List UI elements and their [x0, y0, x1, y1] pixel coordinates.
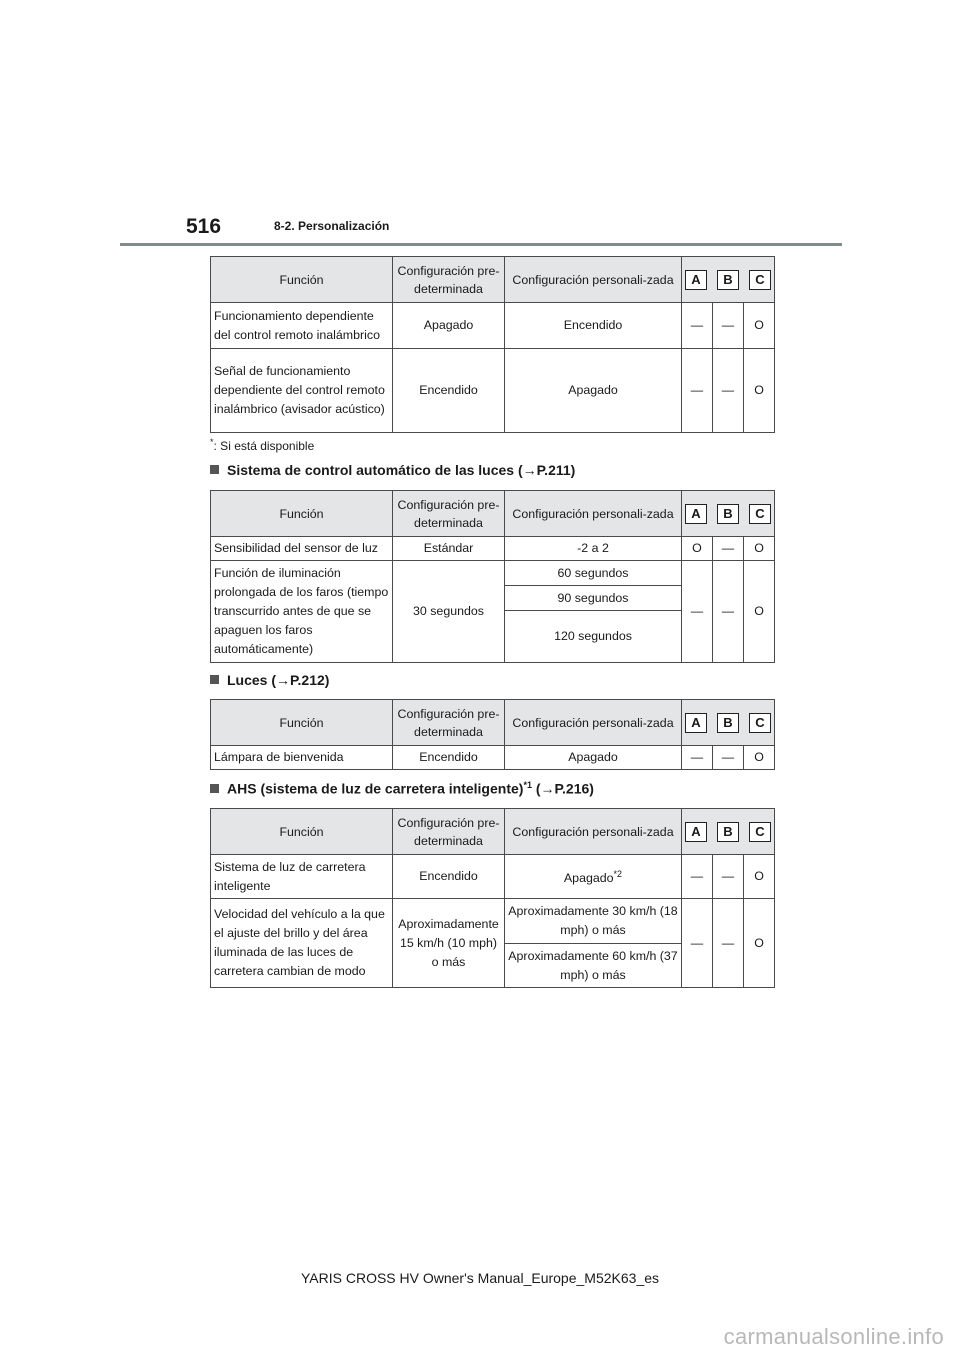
cell-c: O	[744, 537, 775, 561]
cell-b: —	[713, 349, 744, 433]
cell-b: —	[713, 746, 744, 770]
header-funcion: Función	[211, 257, 393, 303]
heading-ref: (→P.216)	[531, 780, 594, 797]
box-b-icon: B	[717, 504, 739, 524]
table-row	[211, 855, 775, 899]
table-remote-control	[210, 256, 775, 433]
header-personal: Configuración personali-zada	[505, 491, 682, 537]
cell-default: Encendido	[393, 855, 505, 899]
cell-funcion: Función de iluminación prolongada de los faros (tiempo transcurrido antes de que se apaguen los faros automáticamente)	[211, 561, 393, 663]
header-funcion: Función	[211, 809, 393, 855]
box-a-icon: A	[685, 713, 707, 733]
cell-default: Apagado	[393, 303, 505, 349]
square-bullet-icon	[210, 465, 219, 474]
cell-c: O	[744, 303, 775, 349]
square-bullet-icon	[210, 675, 219, 684]
cell-c: O	[744, 899, 775, 988]
cell-personal: -2 a 2	[505, 537, 682, 561]
cell-a: —	[682, 303, 713, 349]
cell-funcion: Señal de funcionamiento dependiente del control remoto inalámbrico (avisador acústico)	[211, 349, 393, 433]
cell-personal: Encendido	[505, 303, 682, 349]
header-default: Configuración pre-determinada	[393, 700, 505, 746]
footer-manual-title: YARIS CROSS HV Owner's Manual_Europe_M52K63_es	[300, 1270, 660, 1286]
cell-a: —	[682, 746, 713, 770]
header-abc	[682, 809, 775, 855]
cell-c: O	[744, 746, 775, 770]
box-a-icon: A	[685, 504, 707, 524]
table-row	[211, 746, 775, 770]
cell-b: —	[713, 899, 744, 988]
header-default: Configuración pre-determinada	[393, 257, 505, 303]
cell-b: —	[713, 561, 744, 663]
table-row	[211, 537, 775, 561]
table-header-row	[211, 491, 775, 537]
cell-personal-option: 120 segundos	[505, 611, 682, 663]
cell-default: Encendido	[393, 349, 505, 433]
cell-c: O	[744, 855, 775, 899]
footnote-mark: *	[210, 437, 214, 447]
cell-b: —	[713, 537, 744, 561]
cell-c: O	[744, 349, 775, 433]
cell-personal	[505, 855, 682, 899]
cell-personal-option: Aproximadamente 30 km/h (18 mph) o más	[505, 899, 682, 944]
cell-b: —	[713, 855, 744, 899]
cell-personal-option: 60 segundos	[505, 561, 682, 586]
box-a-icon: A	[685, 822, 707, 842]
cell-funcion: Sistema de luz de carretera inteligente	[211, 855, 393, 899]
table-automatic-lights	[210, 490, 775, 663]
header-abc	[682, 700, 775, 746]
footnote-text: : Si está disponible	[213, 439, 315, 453]
header-funcion: Función	[211, 491, 393, 537]
cell-personal-text: Apagado	[563, 871, 614, 886]
box-b-icon: B	[717, 270, 739, 290]
table-header-row	[211, 257, 775, 303]
header-personal: Configuración personali-zada	[505, 257, 682, 303]
heading-ahs	[210, 780, 594, 797]
cell-c: O	[744, 561, 775, 663]
header-personal: Configuración personali-zada	[505, 809, 682, 855]
cell-footnote-mark: *2	[613, 868, 623, 879]
section-label: 8-2. Personalización	[274, 219, 390, 233]
heading-luces	[210, 672, 329, 688]
header-default: Configuración pre-determinada	[393, 809, 505, 855]
table-header-row	[211, 700, 775, 746]
heading-automatic-lights	[210, 462, 575, 478]
table-row	[211, 899, 775, 944]
box-a-icon: A	[685, 270, 707, 290]
cell-a: —	[682, 899, 713, 988]
box-b-icon: B	[717, 713, 739, 733]
cell-funcion: Funcionamiento dependiente del control remoto inalámbrico	[211, 303, 393, 349]
table-ahs	[210, 808, 775, 988]
page-number: 516	[186, 215, 222, 238]
cell-funcion: Lámpara de bienvenida	[211, 746, 393, 770]
watermark: carmanualsonline.info	[723, 1324, 944, 1349]
header-personal: Configuración personali-zada	[505, 700, 682, 746]
header-default: Configuración pre-determinada	[393, 491, 505, 537]
heading-footnote-mark: *1	[523, 780, 532, 790]
table-row	[211, 561, 775, 586]
cell-default: Aproximadamente 15 km/h (10 mph) o más	[393, 899, 505, 988]
header-funcion: Función	[211, 700, 393, 746]
box-c-icon: C	[749, 504, 771, 524]
cell-default: Encendido	[393, 746, 505, 770]
header-rule	[120, 243, 842, 246]
footnote	[210, 437, 314, 453]
heading-text: Luces (→P.212)	[227, 672, 330, 688]
table-luces	[210, 699, 775, 770]
table-row	[211, 349, 775, 433]
box-c-icon: C	[749, 822, 771, 842]
square-bullet-icon	[210, 784, 219, 793]
box-c-icon: C	[749, 713, 771, 733]
cell-personal-option: 90 segundos	[505, 586, 682, 611]
heading-text: Sistema de control automático de las luces (→P.211)	[227, 462, 576, 478]
cell-personal-option: Aproximadamente 60 km/h (37 mph) o más	[505, 944, 682, 988]
box-c-icon: C	[749, 270, 771, 290]
heading-text: AHS (sistema de luz de carretera inteligente)	[227, 780, 524, 797]
table-row	[211, 303, 775, 349]
cell-funcion: Sensibilidad del sensor de luz	[211, 537, 393, 561]
cell-personal: Apagado	[505, 349, 682, 433]
cell-funcion: Velocidad del vehículo a la que el ajuste del brillo y del área iluminada de las luces de carretera cambian de modo	[211, 899, 393, 988]
header-abc	[682, 257, 775, 303]
table-header-row	[211, 809, 775, 855]
cell-default: Estándar	[393, 537, 505, 561]
cell-a: —	[682, 855, 713, 899]
box-b-icon: B	[717, 822, 739, 842]
cell-personal: Apagado	[505, 746, 682, 770]
cell-a: —	[682, 349, 713, 433]
cell-a: —	[682, 561, 713, 663]
cell-b: —	[713, 303, 744, 349]
header-abc	[682, 491, 775, 537]
cell-default: 30 segundos	[393, 561, 505, 663]
cell-a: O	[682, 537, 713, 561]
